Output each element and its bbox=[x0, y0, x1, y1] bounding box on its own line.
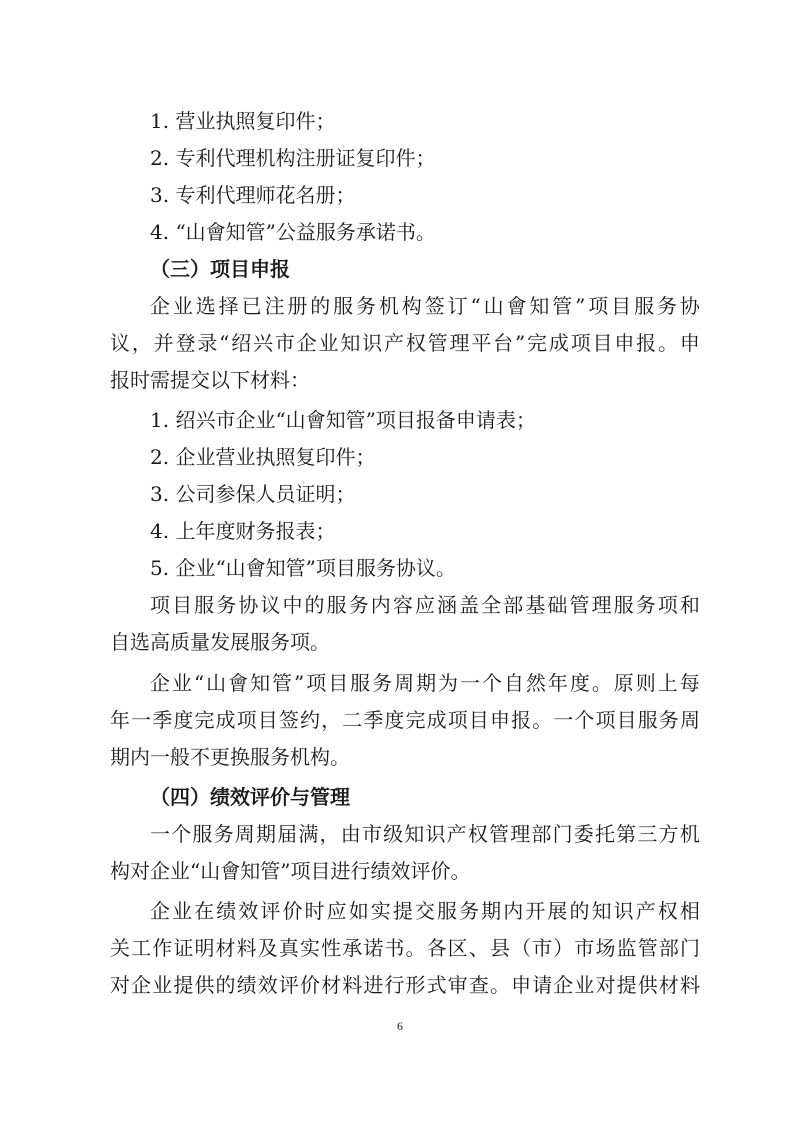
paragraph-line: 关 工 作 证 明 材 料 及 真 实 性 承 诺 书 。 各 区 、 县 （ 市 ） 市 场 监 管 部 门 bbox=[110, 936, 700, 960]
section-heading: （四）绩效评价与管理 bbox=[150, 785, 350, 809]
paragraph-line: 报时需提交以下材料： bbox=[110, 368, 310, 392]
list-item: 2. 企业营业执照复印件； bbox=[150, 445, 376, 469]
paragraph-line: 对 企 业 提 供 的 绩 效 评 价 材 料 进 行 形 式 审 查 。 申 请 企 业 对 提 供 材 料 bbox=[110, 973, 700, 997]
list-item: 4. 上年度财务报表； bbox=[150, 519, 336, 543]
list-item: 1. 绍兴市企业“山會知管”项目报备申请表； bbox=[150, 408, 536, 432]
paragraph-line: 期内一般不更换服务机构。 bbox=[110, 745, 350, 769]
paragraph-line: 构对企业“山會知管”项目进行绩效评价。 bbox=[110, 859, 471, 883]
list-item: 5. 企业“山會知管”项目服务协议。 bbox=[150, 556, 456, 580]
paragraph-line: 项 目 服 务 协 议 中 的 服 务 内 容 应 涵 盖 全 部 基 础 管 理 服 务 项 和 bbox=[150, 593, 700, 617]
list-item: 1. 营业执照复印件； bbox=[150, 109, 336, 133]
list-item: 3. 专利代理师花名册； bbox=[150, 183, 356, 207]
section-heading: （三）项目申报 bbox=[150, 257, 290, 281]
paragraph-line: 一 个 服 务 周 期 届 满 ， 由 市 级 知 识 产 权 管 理 部 门 委 托 第 三 方 机 bbox=[150, 822, 700, 846]
paragraph-line: 年 一 季 度 完 成 项 目 签 约 ， 二 季 度 完 成 项 目 申 报 。 一 个 项 目 服 务 周 bbox=[110, 708, 700, 732]
list-item: 3. 公司参保人员证明； bbox=[150, 482, 356, 506]
page-number: 6 bbox=[397, 1019, 403, 1033]
paragraph-line: 议 ， 并 登 录 “ 绍 兴 市 企 业 知 识 产 权 管 理 平 台 ” 完 成 项 目 申 报 。 申 bbox=[110, 331, 700, 355]
paragraph-line: 企 业 选 择 已 注 册 的 服 务 机 构 签 订 “ 山 會 知 管 ” 项 目 服 务 协 bbox=[150, 294, 700, 318]
list-item: 4. “山會知管”公益服务承诺书。 bbox=[150, 220, 436, 244]
paragraph-line: 企 业 在 绩 效 评 价 时 应 如 实 提 交 服 务 期 内 开 展 的 知 识 产 权 相 bbox=[150, 899, 700, 923]
paragraph-line: 企 业 “ 山 會 知 管 ” 项 目 服 务 周 期 为 一 个 自 然 年 度 。 原 则 上 每 bbox=[150, 671, 700, 695]
list-item: 2. 专利代理机构注册证复印件； bbox=[150, 146, 436, 170]
paragraph-line: 自选高质量发展服务项。 bbox=[110, 630, 330, 654]
